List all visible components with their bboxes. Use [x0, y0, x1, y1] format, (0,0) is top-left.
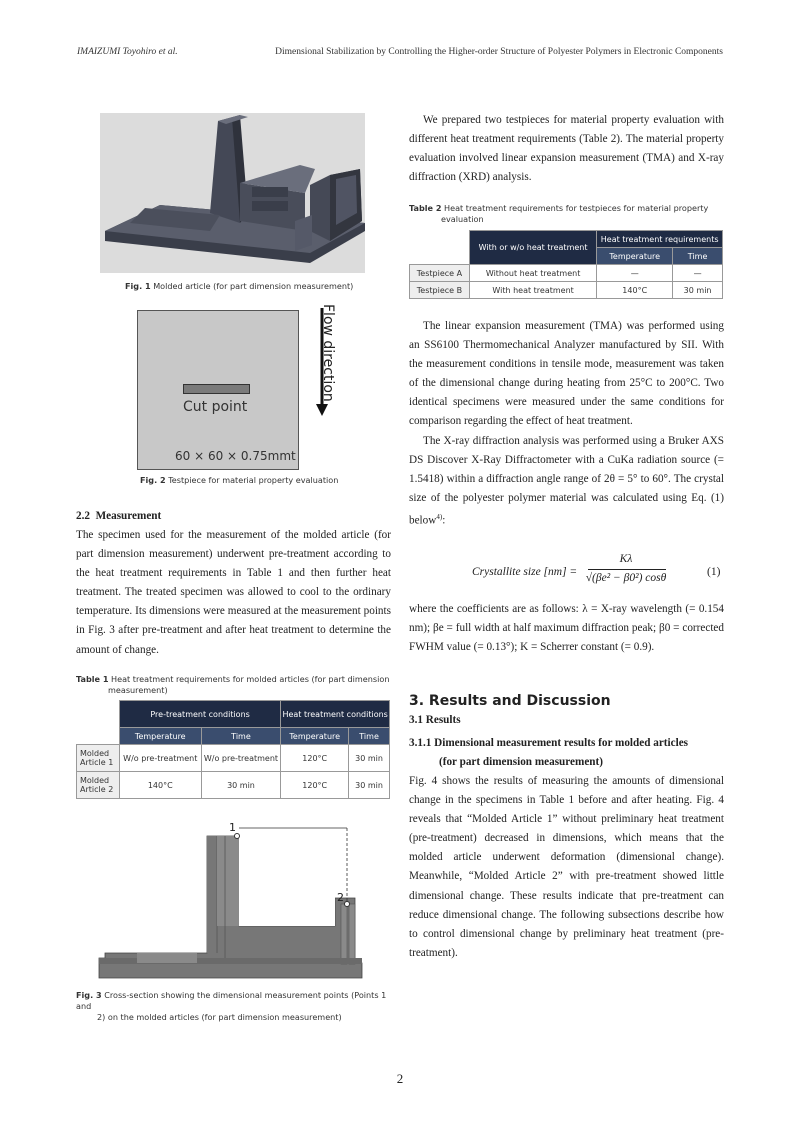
- page-number: 2: [396, 1071, 404, 1086]
- table1-corner2: [77, 728, 120, 745]
- equation-denominator: √(βe² − β0²) cosθ: [585, 572, 667, 584]
- section-3-1-1-heading-line2: (for part dimension measurement): [439, 756, 603, 768]
- equation-number: (1): [707, 566, 721, 578]
- table-row: [77, 772, 390, 799]
- coefficients-paragraph: [409, 600, 724, 657]
- table2-row1-with: Without heat treatment: [469, 265, 596, 282]
- fig3-cross-section: [97, 818, 372, 983]
- table2-caption: [409, 203, 724, 225]
- section-2-2: [76, 507, 391, 660]
- table2-header-req: Heat treatment requirements: [597, 231, 723, 248]
- section-2-2-heading: [76, 507, 391, 526]
- section-3-heading: 3. Results and Discussion: [409, 693, 611, 709]
- right-intro-text: We prepared two testpieces for material property evaluation with different heat treatment requirements (Table 2). The material property evaluation involved linear expansion measurement (TMA) and X-ray diffraction (XRD) analysis.: [409, 114, 724, 184]
- section-3-1-1-body: [409, 772, 724, 963]
- table2-row1-label: Testpiece A: [410, 265, 470, 282]
- table1-header-heat-time: Time: [349, 728, 390, 745]
- section-3-1-1-heading-line1: 3.1.1 Dimensional measurement results for molded articles: [409, 737, 689, 749]
- table1-row2-pre-time: 30 min: [201, 772, 281, 799]
- table1-row1-heat-time: 30 min: [349, 745, 390, 772]
- table1-header-pre: Pre-treatment conditions: [119, 701, 280, 728]
- fig1-caption: [125, 281, 385, 292]
- table2-caption-label: Table 2: [409, 203, 442, 213]
- xrd-text: [409, 432, 724, 531]
- fig3-caption-line2: 2) on the molded articles (for part dimension measurement): [97, 1012, 342, 1022]
- right-intro-paragraph: [409, 111, 724, 187]
- fig1-caption-label: Fig. 1: [125, 281, 151, 291]
- fig2-cut-bar: [183, 384, 250, 394]
- fig1-caption-text: Molded article (for part dimension measurement): [153, 281, 354, 291]
- fig3-caption: [76, 990, 394, 1023]
- equation-lhs: Crystallite size [nm] =: [472, 566, 578, 578]
- section-2-2-number: 2.2: [76, 510, 90, 522]
- table2-row1-time: —: [673, 265, 723, 282]
- section-3-1-1-text: Fig. 4 shows the results of measuring the amounts of dimensional change in the specimens in Table 1 before and after heating. Fig. 4 reveals that “Molded Article 1” without preliminary heat treatment (pre-treatment) decreased in dimensions, which means that the molded article underwent deformation (dimensional change). Meanwhile, “Molded Article 2” with pre-treatment showed little dimensional change. These results indicate that pre-treatment can reduce dimensional change. The following subsections describe how to control dimensional change by preliminary heat treatment (pre-treatment).: [409, 775, 724, 959]
- table2: [409, 230, 723, 299]
- table1-row1-heat-temp: 120°C: [281, 745, 349, 772]
- table1-header-heat-temp: Temperature: [281, 728, 349, 745]
- fig3-point2-label: 2: [337, 891, 344, 904]
- fig3-caption-label: Fig. 3: [76, 990, 102, 1000]
- table1-caption-label: Table 1: [76, 674, 109, 684]
- table2-corner: [410, 231, 470, 248]
- table2-row2-label: Testpiece B: [410, 282, 470, 299]
- table2-row2-temp: 140°C: [597, 282, 673, 299]
- table1-row2-pre-temp: 140°C: [119, 772, 201, 799]
- table1-row2-label: Molded Article 2: [77, 772, 120, 799]
- table1-caption: [76, 674, 391, 696]
- fig2-caption-text: Testpiece for material property evaluation: [168, 475, 339, 485]
- fig3-point1-label: 1: [229, 821, 236, 834]
- table1-row2-heat-time: 30 min: [349, 772, 390, 799]
- tma-paragraph: [409, 317, 724, 531]
- xrd-reference: 4): [436, 512, 443, 521]
- equation-numerator: Kλ: [619, 553, 633, 565]
- table1-row2-heat-temp: 120°C: [281, 772, 349, 799]
- table1-header-pre-temp: Temperature: [119, 728, 201, 745]
- equation-fraction-bar: [588, 569, 666, 570]
- table2-header-with: With or w/o heat treatment: [469, 231, 596, 265]
- table2-header-temp: Temperature: [597, 248, 673, 265]
- fig2-flow-label: Flow direction: [320, 304, 336, 402]
- table2-header-time: Time: [673, 248, 723, 265]
- table1-header-pre-time: Time: [201, 728, 281, 745]
- tma-text: The linear expansion measurement (TMA) was performed using an SS6100 Thermomechanical Analyzer manufactured by SII. With the measurement conditions in tensile mode, measurement was taken of the dimensional change during heating from 25°C to 200°C. Two identical specimens were measured under the same conditions for comparison regarding the effect of heat treatment.: [409, 320, 724, 428]
- running-head-title: Dimensional Stabilization by Controlling the Higher-order Structure of Polyester Polymers in Electronic Components: [275, 47, 723, 57]
- section-3-1-heading: 3.1 Results: [409, 714, 461, 726]
- table1-row1-pre-temp: W/o pre-treatment: [119, 745, 201, 772]
- fig1-image: [100, 113, 365, 273]
- table1-caption-line1: Heat treatment requirements for molded articles (for part dimension: [111, 674, 390, 684]
- table2-row2-with: With heat treatment: [469, 282, 596, 299]
- coefficients-text: where the coefficients are as follows: λ = X-ray wavelength (= 0.154 nm); βe = full width at half maximum diffraction peak; β0 = corrected FWHM value (= 0.13°); K = Scherrer constant (= 0.9).: [409, 603, 724, 654]
- table1-caption-line2: measurement): [108, 685, 168, 695]
- fig3-caption-line1: Cross-section showing the dimensional measurement points (Points 1 and: [76, 990, 387, 1011]
- table2-row2-time: 30 min: [673, 282, 723, 299]
- section-2-2-body: The specimen used for the measurement of the molded article (for part dimension measurement) underwent pre-treatment according to the heat treatment requirements in Table 1 and then further heat treatment. The treated specimen was allowed to cool to the ordinary temperature. Its dimensions were measured at the measurement points in Fig. 3 after pre-treatment and after heat treatment to determine the amount of change.: [76, 529, 391, 656]
- fig2-caption-label: Fig. 2: [140, 475, 166, 485]
- table-row: [410, 282, 723, 299]
- table2-caption-line2: evaluation: [441, 214, 484, 224]
- xrd-text-body: The X-ray diffraction analysis was performed using a Bruker AXS DS Discover X-Ray Diffractometer with a CuKa radiation source (= 1.5418) within a diffraction angle range of 2θ = 5° to 60°. The crystal size of the polyester polymer material was calculated using Eq. (1) below: [409, 434, 724, 527]
- fig2-testpiece: [137, 310, 299, 470]
- table1-row1-pre-time: W/o pre-treatment: [201, 745, 281, 772]
- fig2-cut-label: Cut point: [183, 399, 248, 415]
- xrd-text-end: :: [442, 514, 446, 527]
- fig2-dims-label: 60 × 60 × 0.75mmt: [175, 449, 296, 463]
- table2-row1-temp: —: [597, 265, 673, 282]
- table2-corner2: [410, 248, 470, 265]
- section-2-2-title: Measurement: [95, 510, 162, 522]
- table1-corner: [77, 701, 120, 728]
- table1-header-heat: Heat treatment conditions: [281, 701, 390, 728]
- section-3-1-1-heading: [409, 734, 724, 772]
- table2-caption-line1: Heat treatment requirements for testpieces for material property: [444, 203, 709, 213]
- table1: [76, 700, 390, 799]
- table-row: [77, 745, 390, 772]
- fig2-caption: [140, 475, 400, 486]
- table1-row1-label: Molded Article 1: [77, 745, 120, 772]
- running-head-authors: IMAIZUMI Toyohiro et al.: [77, 47, 178, 57]
- table-row: [410, 265, 723, 282]
